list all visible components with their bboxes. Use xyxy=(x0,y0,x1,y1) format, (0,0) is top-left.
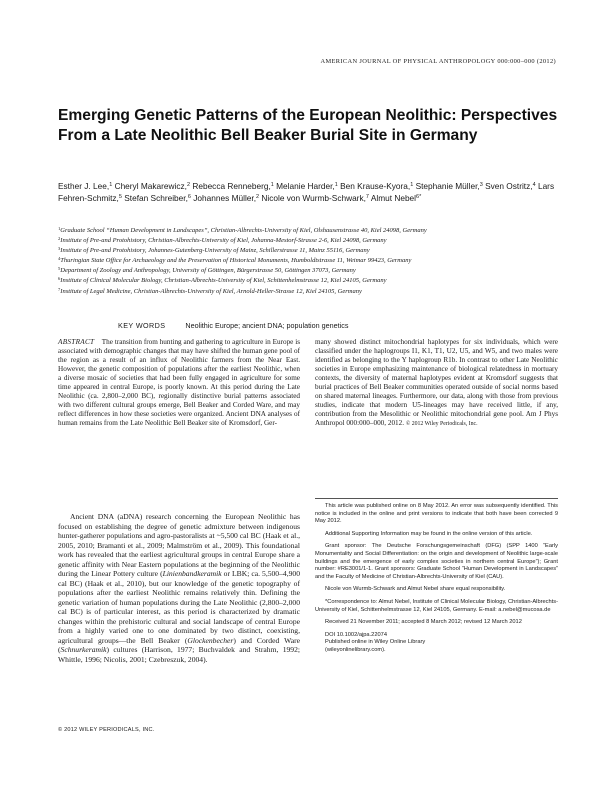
abstract-right-column xyxy=(315,338,558,429)
published-online: Published online in Wiley Online Library xyxy=(325,639,426,646)
author: Lars Fehren-Schmitz,$^5$ xyxy=(58,181,555,204)
abstract-text-left: The transition from hunting and gathering to agriculture in Europe is associated with demographic changes that may have shifted the human gene pool of the region as a result of an influx of Neolithic farmers from the Near East. However, the genetic composition of populations after the earliest Neolithic, when a diverse mosaic of societies that had been fully engaged in agriculture for some time appeared in central Europe, is poorly known. At this period during the Late Neolithic (ca. 2,800–2,000 BC), regionally distinctive burial patterns associated with two different cultural groups emerge, Bell Beaker and Corded Ware, and may reflect differences in how these societies were organized. Ancient DNA analyses of human remains from the Late Neolithic Bell Beaker site of Kromsdorf, Ger- xyxy=(58,338,301,427)
journal-header: AMERICAN JOURNAL OF PHYSICAL ANTHROPOLOGY 000:000–000 (2012) xyxy=(320,58,556,65)
paper-title: Emerging Genetic Patterns of the European Neolithic: Perspectives From a Late Neolithic Bell Beaker Burial Site in Germany xyxy=(58,107,558,144)
author: Stefan Schreiber,$^6$ xyxy=(124,193,191,204)
author: Rebecca Renneberg,$^1$ xyxy=(192,181,274,191)
author: Sven Ostritz,$^4$ xyxy=(485,181,536,191)
affiliation: $^3$Institute of Pre-and Protohistory, Johannes-Gutenberg-University of Mainz, Schillerstrasse 11, Mainz 55116, Germany xyxy=(58,246,370,255)
affiliation: $^7$Institute of Legal Medicine, Christian-Albrechts-University of Kiel, Arnold-Heller-Strasse 12, Kiel 24105, Germany xyxy=(58,286,362,295)
grant-note: Grant sponsor: The Deutsche Forschungsgemeinschaft (DFG) (SPP 1400 “Early Monumentality and Social Differentiation: on the origin and development of Neolithic large-scale buildings and the emergence of early complex societies in northern central Europe”); Grant number: #RE3001/1-1. Grant sponsors: Graduate School “Human Development in Landscapes” and the Faculty of Medicine of Christian-Albrechts-University of Kiel (CAU). xyxy=(315,543,558,580)
supporting-info-note: Additional Supporting Information may be found in the online version of this article. xyxy=(325,530,533,537)
footnote-divider xyxy=(315,498,558,499)
wiley-online-library: (wileyonlinelibrary.com). xyxy=(325,646,386,653)
affiliation: $^6$Institute of Clinical Molecular Biology, Christian-Albrechts-University of Kiel, Schittenhelmstrasse 12, Kiel 24105, Germany xyxy=(58,276,387,285)
affiliations xyxy=(58,225,558,296)
author: Esther J. Lee,$^1$ xyxy=(58,181,113,191)
author: Stephanie Müller,$^3$ xyxy=(415,181,483,191)
author: Cheryl Makarewicz,$^2$ xyxy=(114,181,191,191)
author: Johannes Müller,$^2$ xyxy=(193,193,260,204)
body-paragraph: Ancient DNA (aDNA) research concerning the European Neolithic has focused on establishing the degree of genetic admixture between indigenous hunter-gatherer populations and agro-pastoralists at ~5,500 cal BC (Haak et al., 2005, 2010; Bramanti et al., 2009; Malmström et al., 2009). This foundational work has revealed that the earliest agricultural groups in central Europe share a genetic affinity with Near Eastern populations at the beginning of the Neolithic during the Linear Pottery culture (Linienbandkeramik or LBK; ca. 5,500–4,900 cal BC) (Haak et al., 2010), but our knowledge of the genetic topography of populations after the earliest Neolithic remains relatively thin. Defining the genetic variation of human populations during the Late Neolithic (2,800–2,000 cal BC) is of particular interest, as this period is characterized by dramatic changes within the prehistoric cultural and social landscape of central Europe from a highly varied one to one dominated by two distinct, coexisting, agricultural groups—the Bell Beaker (Glockenbecher) and Corded Ware (Schnurkeramik) cultures (Harrison, 1977; Buchvaldek and Strahm, 1992; Whittle, 1996; Nicolis, 2001; Czebreszuk, 2004). xyxy=(58,512,300,664)
author: Melanie Harder,$^1$ xyxy=(276,181,338,191)
equal-responsibility-note: Nicole von Wurmb-Schwark and Almut Nebel share equal responsibility. xyxy=(325,586,506,593)
abstract-text-right: many showed distinct mitochondrial haplotypes for six individuals, which were classified under the haplogroups I1, K1, T1, U2, U5, and W5, and two males were identified as belonging to the Y haplogroup R1b. In contrast to other Late Neolithic societies in Europe emphasizing maintenance of biological relatedness in mortuary contexts, the diversity of maternal haplotypes evident at Kromsdorf suggests that burial practices of Bell Beaker communities operated outside of social norms based on shared maternal lineages. Furthermore, our data, along with those from previous studies, indicate that modern U5-lineages may have received little, if any, contribution from the Mesolithic or Neolithic mitochondrial gene pool. Am J Phys Anthropol 000:000–000, 2012. xyxy=(315,338,558,427)
affiliation: $^2$Institute of Pre-and Protohistory, Christian-Albrechts-University of Kiel, Johanna-Mestorf-Strasse 2-6, Kiel 24098, Germany xyxy=(58,236,387,245)
keywords-text: Neolithic Europe; ancient DNA; population genetics xyxy=(185,321,349,330)
footer-copyright: © 2012 WILEY PERIODICALS, INC. xyxy=(58,727,155,733)
author: Almut Nebel$^{6*}$ xyxy=(370,193,422,204)
body-text-column xyxy=(58,512,300,664)
footnotes-column xyxy=(315,503,558,660)
correspondence-note: *Correspondence to: Almut Nebel, Institute of Clinical Molecular Biology, Christian-Albrechts-University of Kiel, Schittenhelmstrasse 12, Kiel 24105, Germany. E-mail: a.nebel@mucosa.de xyxy=(315,598,558,613)
affiliation: $^5$Department of Zoology and Anthropology, University of Göttingen, Bürgerstrasse 50, Göttingen 37073, Germany xyxy=(58,266,356,275)
abstract-label: ABSTRACT xyxy=(58,338,95,346)
author-list xyxy=(58,180,558,205)
affiliation: $^1$Graduate School “Human Development in Landscapes”, Christian-Albrechts-University of Kiel, Olshausenstrasse 40, Kiel 24098, Germany xyxy=(58,226,427,234)
doi: DOI 10.1002/ajpa.22074 xyxy=(325,631,387,638)
abstract-copyright: © 2012 Wiley Periodicals, Inc. xyxy=(405,420,478,427)
abstract-left-column xyxy=(58,338,300,428)
keywords-label: KEY WORDS xyxy=(118,321,166,330)
keywords-line xyxy=(118,321,558,330)
received-dates: Received 21 November 2011; accepted 8 March 2012; revised 12 March 2012 xyxy=(325,619,522,626)
author: Nicole von Wurmb-Schwark,$^7$ xyxy=(261,193,369,204)
published-note: This article was published online on 8 May 2012. An error was subsequently identified. This notice is included in the online and print versions to indicate that both have been corrected 9 May 2012. xyxy=(315,503,558,525)
affiliation: $^4$Thuringian State Office for Archaeology and the Preservation of Historical Monuments, Humboldtstrasse 11, Weimar 99423, Germany xyxy=(58,256,412,265)
author: Ben Krause-Kyora,$^1$ xyxy=(340,181,414,191)
